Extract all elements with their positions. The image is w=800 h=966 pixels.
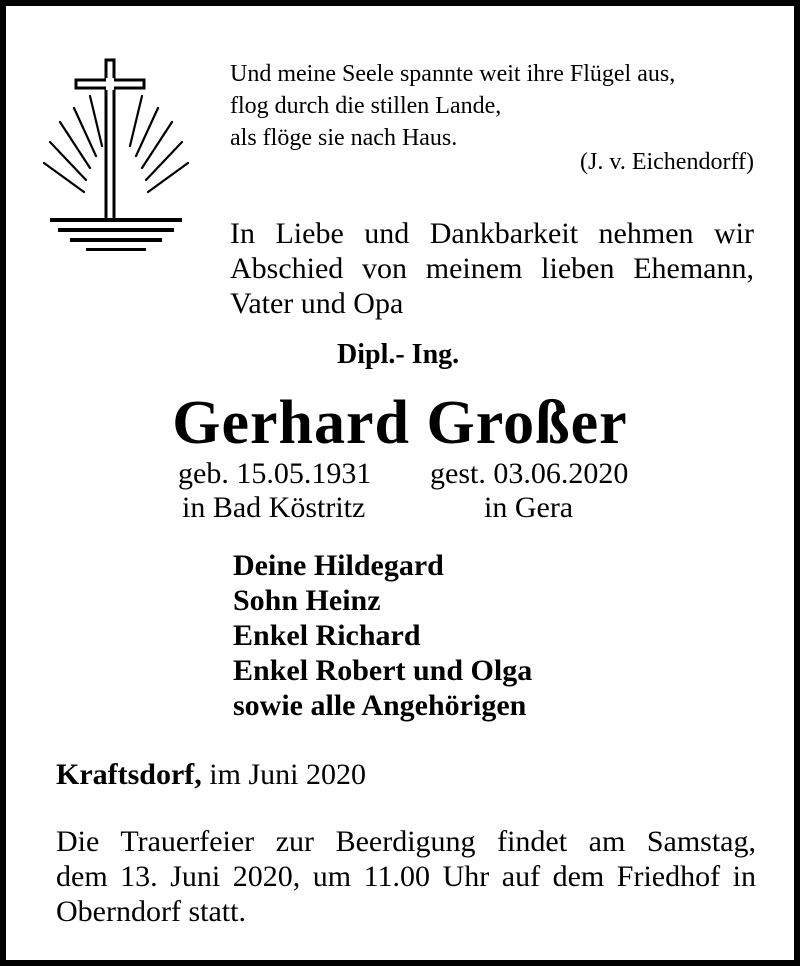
mourner: Sohn Heinz	[233, 584, 381, 617]
poem	[230, 58, 675, 154]
deceased-name: Gerhard Großer	[172, 389, 628, 457]
funeral-info	[56, 824, 756, 929]
poem-line: Und meine Seele spannte weit ihre Flügel aus,	[230, 61, 676, 87]
poem-author: (J. v. Eichendorff)	[580, 149, 754, 175]
birth-place: in Bad Köstritz	[182, 491, 366, 524]
mourner: Deine Hildegard	[233, 549, 444, 582]
intro-line: Abschied von meinem lieben Ehemann,	[230, 252, 754, 285]
place-date	[56, 758, 366, 792]
mourner: Enkel Robert und Olga	[233, 654, 533, 687]
place-name: Kraftsdorf,	[56, 758, 202, 791]
intro-line: In Liebe und Dankbarkeit nehmen wir	[230, 217, 754, 250]
death-place: in Gera	[484, 491, 574, 524]
funeral-line: dem 13. Juni 2020, um 11.00 Uhr auf dem Friedhof in	[56, 860, 756, 893]
intro-text	[230, 216, 754, 321]
mourner: sowie alle Angehörigen	[233, 689, 527, 722]
funeral-line: Oberndorf statt.	[56, 895, 246, 928]
poem-line: als flöge sie nach Haus.	[230, 125, 458, 151]
intro-line: Vater und Opa	[230, 287, 404, 320]
notice-date: im Juni 2020	[201, 758, 366, 791]
mourner: Enkel Richard	[233, 619, 421, 652]
death-date: gest. 03.06.2020	[430, 457, 629, 490]
funeral-line: Die Trauerfeier zur Beerdigung findet am Samstag,	[56, 825, 756, 858]
poem-line: flog durch die stillen Lande,	[230, 93, 502, 119]
mourners-list	[233, 548, 532, 723]
academic-title: Dipl.- Ing.	[337, 339, 460, 370]
cross-sunrise-icon	[40, 52, 192, 258]
birth-date: geb. 15.05.1931	[178, 457, 372, 490]
